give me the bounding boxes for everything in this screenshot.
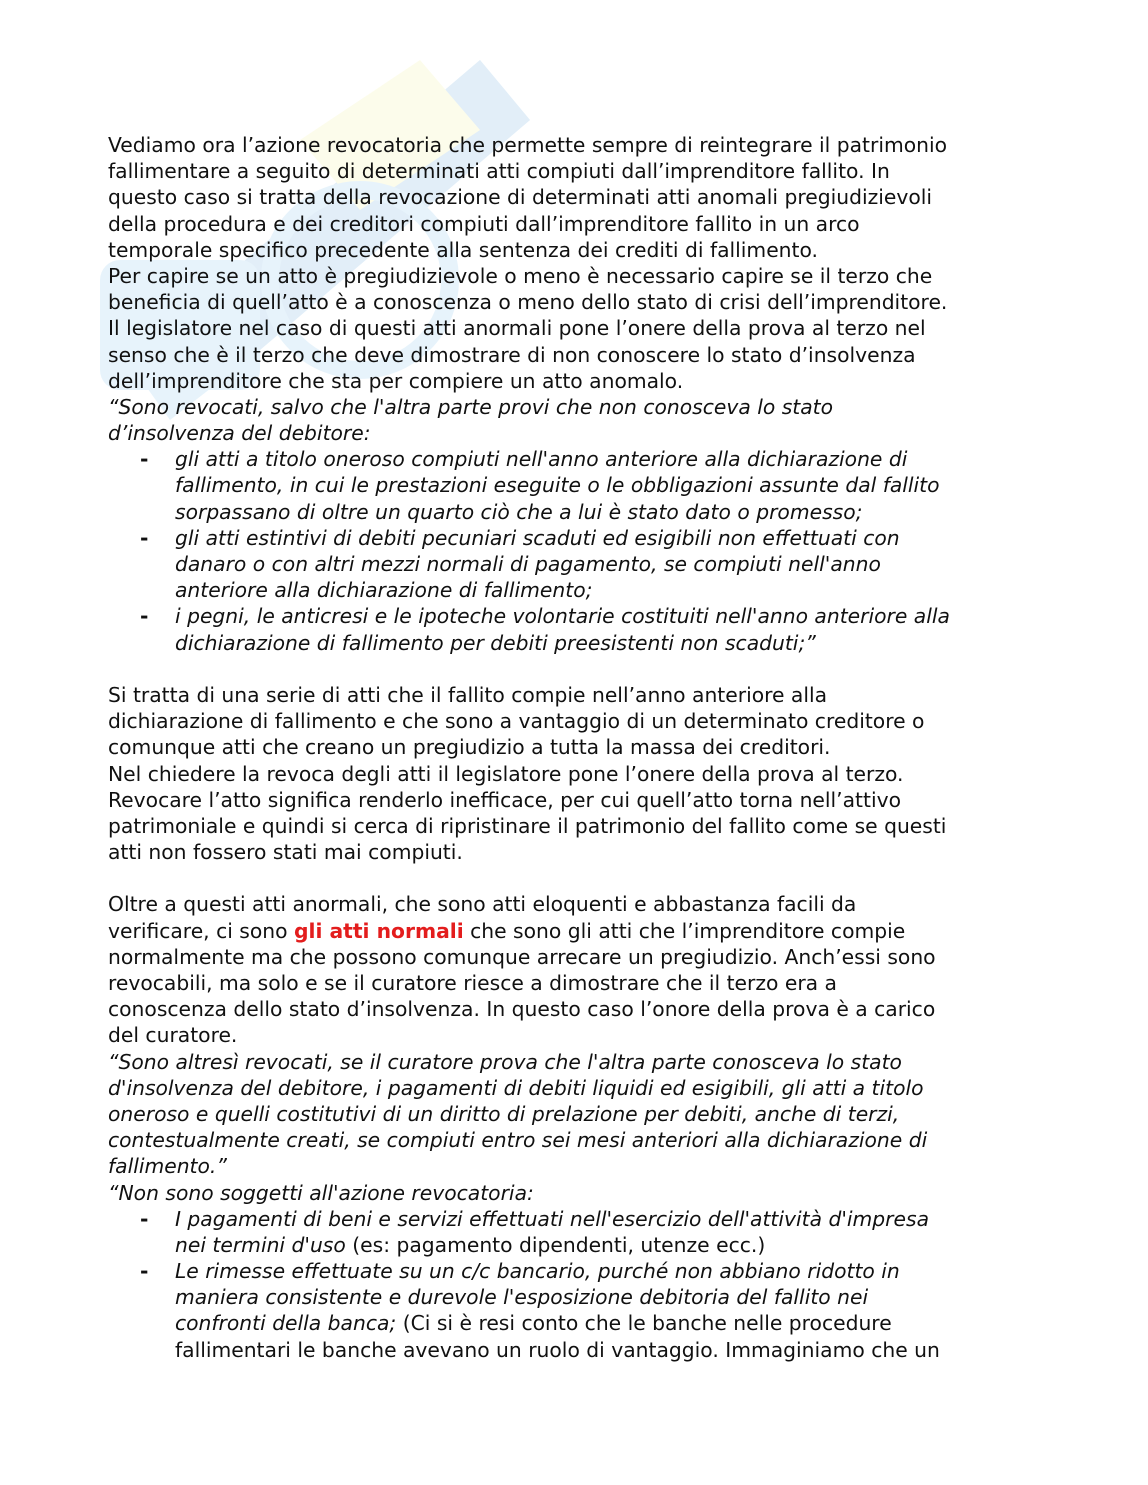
text-line: Per capire se un atto è pregiudizievole o meno è necessario capire se il terzo che <box>108 263 933 288</box>
list-item-text: fallimentari le banche avevano un ruolo di vantaggio. Immaginiamo che un <box>175 1337 940 1362</box>
paragraph-serie-atti <box>108 682 1068 865</box>
text-span: confronti della banca; <box>175 1311 397 1336</box>
quote-line: “Sono altresì revocati, se il curatore prova che l'altra parte conosceva lo stato <box>108 1049 902 1074</box>
text-line: della procedura e dei creditori compiuti dall’imprenditore fallito in un arco <box>108 211 860 236</box>
list-item <box>108 446 1068 525</box>
list-item-text: gli atti a titolo oneroso compiuti nell'anno anteriore alla dichiarazione di <box>175 447 908 472</box>
text-span: che sono gli atti che l’imprenditore compie <box>463 918 906 943</box>
quote-line: fallimento.” <box>108 1154 227 1179</box>
text-line: atti non fossero stati mai compiuti. <box>108 840 463 865</box>
list-item <box>108 1206 1068 1258</box>
quote-line: contestualmente creati, se compiuti entro sei mesi anteriori alla dichiarazione di <box>108 1128 928 1153</box>
text-line <box>108 918 1068 944</box>
bullet-list-atti-anormali <box>108 446 1068 656</box>
text-line: conoscenza dello stato d’insolvenza. In questo caso l’onore della prova è a carico <box>108 997 936 1022</box>
bullet-dash: - <box>140 447 149 472</box>
text-line: revocabili, ma solo e se il curatore riesce a dimostrare che il terzo era a <box>108 971 837 995</box>
list-item-text <box>108 1232 1068 1258</box>
list-item-text: danaro o con altri mezzi normali di pagamento, se compiuti nell'anno <box>175 552 881 576</box>
list-item-text: sorpassano di oltre un quarto ciò che a lui è stato dato o promesso; <box>175 499 863 524</box>
quote-line: oneroso e quelli costitutivi di un diritto di prelazione per debiti, anche di terzi, <box>108 1101 900 1126</box>
quote-article-altresi <box>108 1049 1068 1363</box>
highlighted-term: gli atti normali <box>294 918 464 943</box>
text-line: senso che è il terzo che deve dimostrare di non conoscere lo stato d’insolvenza <box>108 342 916 367</box>
text-line: comunque atti che creano un pregiudizio a tutta la massa dei creditori. <box>108 735 831 760</box>
text-line: dell’imprenditore che sta per compiere un atto anomalo. <box>108 368 684 393</box>
list-item-text: Le rimesse effettuate su un c/c bancario, purché non abbiano ridotto in <box>175 1259 900 1284</box>
quote-line: “Sono revocati, salvo che l'altra parte provi che non conosceva lo stato <box>108 394 834 419</box>
text-line: normalmente ma che possono comunque arrecare un pregiudizio. Anch’essi sono <box>108 944 936 969</box>
text-line: Revocare l’atto significa renderlo inefficace, per cui quell’atto torna nell’attivo <box>108 787 902 812</box>
text-span: (Ci si è resi conto che le banche nelle procedure <box>396 1311 892 1336</box>
text-line: Nel chiedere la revoca degli atti il legislatore pone l’onere della prova al terzo. <box>108 761 904 786</box>
list-item-text: dichiarazione di fallimento per debiti preesistenti non scaduti;” <box>175 630 816 655</box>
list-item-text: gli atti estintivi di debiti pecuniari scaduti ed esigibili non effettuati con <box>175 525 900 550</box>
list-item-text: i pegni, le anticresi e le ipoteche volontarie costituiti nell'anno anteriore alla <box>175 604 950 629</box>
paragraph-gap <box>108 656 1068 682</box>
paragraph-gap <box>108 865 1068 891</box>
text-line: temporale specifico precedente alla sentenza dei crediti di fallimento. <box>108 237 818 262</box>
paragraph-atti-normali <box>108 891 1068 1048</box>
text-span: nei termini d'uso <box>175 1232 346 1257</box>
text-line: patrimoniale e quindi si cerca di ripristinare il patrimonio del fallito come se questi <box>108 813 947 838</box>
paragraph-intro <box>108 132 1068 394</box>
text-line: beneficia di quell’atto è a conoscenza o meno dello stato di crisi dell’imprenditore. <box>108 290 948 315</box>
text-line: del curatore. <box>108 1023 238 1048</box>
list-item-text: anteriore alla dichiarazione di fallimento; <box>175 578 593 603</box>
text-line: dichiarazione di fallimento e che sono a vantaggio di un determinato creditore o <box>108 709 925 734</box>
text-line: questo caso si tratta della revocazione di determinati atti anomali pregiudizievoli <box>108 185 933 210</box>
text-line: fallimentare a seguito di determinati atti compiuti dall’imprenditore fallito. In <box>108 159 890 184</box>
quote-article-revocati <box>108 394 1068 656</box>
text-line: Il legislatore nel caso di questi atti anormali pone l’onere della prova al terzo nel <box>108 316 926 341</box>
list-item-text: maniera consistente e durevole l'esposizione debitoria del fallito nei <box>175 1285 869 1310</box>
text-span: (es: pagamento dipendenti, utenze ecc.) <box>345 1232 766 1257</box>
text-line: Oltre a questi atti anormali, che sono atti eloquenti e abbastanza facili da <box>108 892 857 917</box>
text-span: verificare, ci sono <box>108 918 294 943</box>
bullet-list-esenzioni <box>108 1206 1068 1363</box>
list-item-text <box>108 1310 1068 1336</box>
quote-line: d'insolvenza del debitore, i pagamenti di debiti liquidi ed esigibili, gli atti a titolo <box>108 1075 924 1100</box>
text-line: Vediamo ora l’azione revocatoria che permette sempre di reintegrare il patrimonio <box>108 133 948 157</box>
text-line: Si tratta di una serie di atti che il fallito compie nell’anno anteriore alla <box>108 682 828 707</box>
quote-line: d’insolvenza del debitore: <box>108 421 371 446</box>
bullet-dash: - <box>140 525 149 550</box>
bullet-dash: - <box>140 1259 149 1284</box>
document-body <box>108 132 1068 1363</box>
list-item <box>108 1258 1068 1363</box>
list-item-text: I pagamenti di beni e servizi effettuati nell'esercizio dell'attività d'impresa <box>175 1206 929 1231</box>
list-item <box>108 525 1068 604</box>
list-item-text: fallimento, in cui le prestazioni eseguite o le obbligazioni assunte dal fallito <box>175 473 940 498</box>
bullet-dash: - <box>140 1206 149 1231</box>
quote-line: “Non sono soggetti all'azione revocatoria: <box>108 1180 534 1205</box>
bullet-dash: - <box>140 604 149 629</box>
list-item <box>108 603 1068 655</box>
